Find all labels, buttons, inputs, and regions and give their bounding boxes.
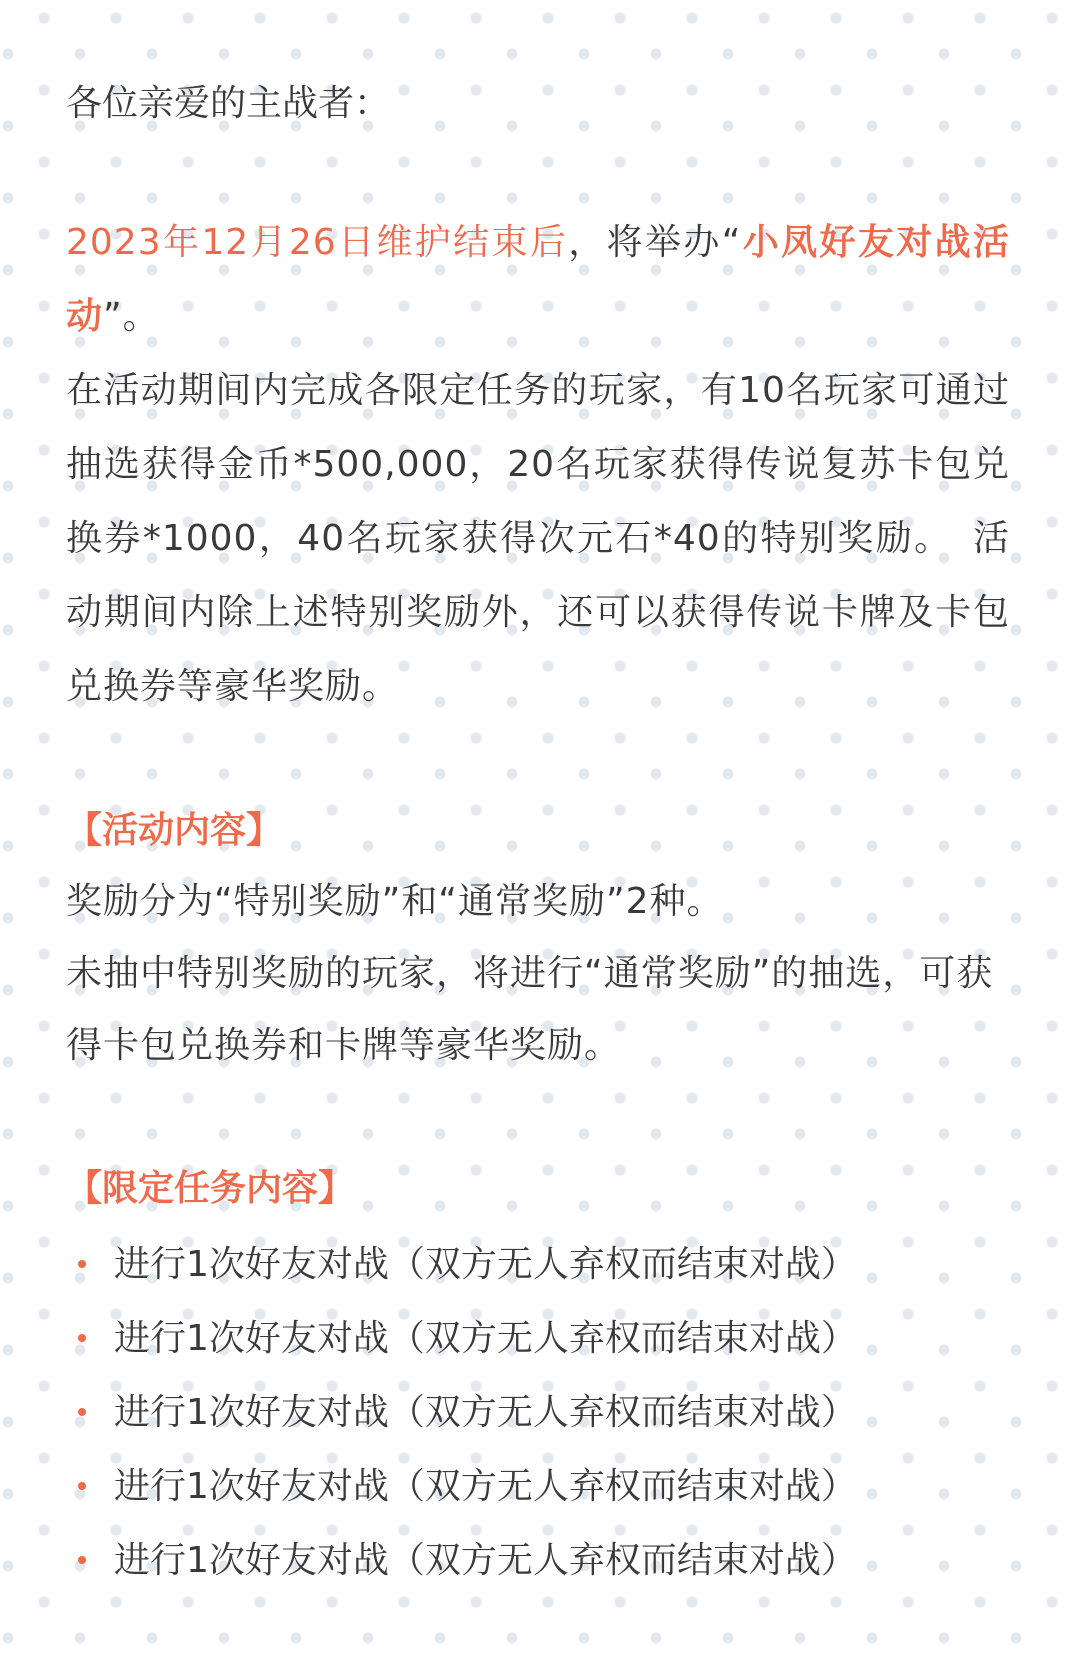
bullet-dot-icon — [78, 1482, 86, 1490]
bullet-dot-icon — [78, 1556, 86, 1564]
intro-body: 在活动期间内完成各限定任务的玩家，有10名玩家可通过抽选获得金币*500,000，20名玩家获得传说复苏卡包兑换券*1000，40名玩家获得次元石*40的特别奖励。 活动期间内除上述特别奖励外，还可以获得传说卡牌及卡包兑换券等豪华奖励。 — [66, 370, 1010, 707]
content-paragraph-1: 奖励分为“特别奖励”和“通常奖励”2种。 — [66, 881, 724, 922]
bullet-dot-icon — [78, 1260, 86, 1268]
intro-end: ”。 — [103, 296, 160, 337]
task-item — [66, 1450, 1010, 1524]
intro-paragraph — [66, 206, 1010, 724]
intro-connector: ，将举办“ — [568, 222, 742, 263]
task-item-label: 进行1次好友对战（双方无人弃权而结束对战） — [114, 1318, 857, 1359]
section-heading-content: 【活动内容】 — [66, 810, 283, 851]
task-item-label: 进行1次好友对战（双方无人弃权而结束对战） — [114, 1466, 857, 1507]
task-item — [66, 1302, 1010, 1376]
task-item — [66, 1376, 1010, 1450]
task-item — [66, 1524, 1010, 1598]
task-item-label: 进行1次好友对战（双方无人弃权而结束对战） — [114, 1392, 857, 1433]
event-date: 2023年12月26日维护结束后 — [66, 222, 569, 263]
task-list — [66, 1228, 1010, 1598]
task-item — [66, 1228, 1010, 1302]
event-name: 小凤好友对战活动 — [66, 222, 1010, 337]
bullet-dot-icon — [78, 1408, 86, 1416]
greeting: 各位亲爱的主战者： — [66, 83, 391, 124]
task-item-label: 进行1次好友对战（双方无人弃权而结束对战） — [114, 1244, 857, 1285]
bullet-dot-icon — [78, 1334, 86, 1342]
task-item-label: 进行1次好友对战（双方无人弃权而结束对战） — [114, 1540, 857, 1581]
content-paragraph-2: 未抽中特别奖励的玩家，将进行“通常奖励”的抽选，可获得卡包兑换券和卡牌等豪华奖励。 — [66, 953, 994, 1066]
section-heading-tasks: 【限定任务内容】 — [66, 1168, 355, 1209]
